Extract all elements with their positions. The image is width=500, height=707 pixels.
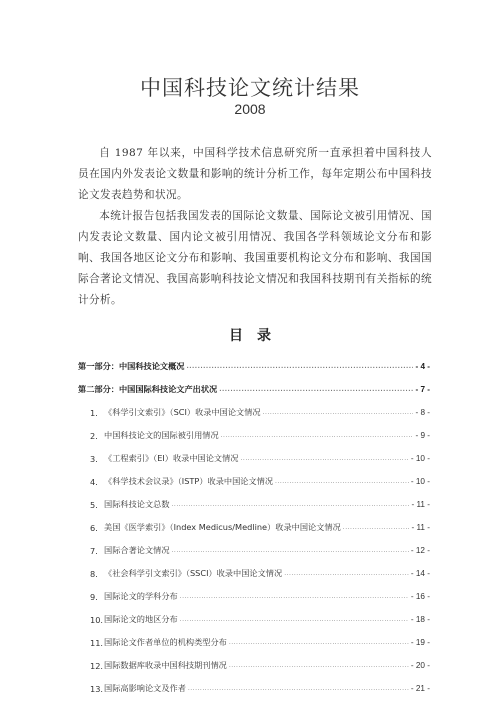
toc-entry-label: 国际数据库收录中国科技期刊情况 [104, 660, 227, 670]
toc-entry-row[interactable] [78, 585, 430, 608]
toc-page-number: - 4 - [415, 362, 430, 371]
toc-entry-number: 4. [90, 476, 98, 487]
toc-entry-label: 国际合著论文情况 [104, 545, 170, 555]
toc-part-label: 第二部分：中国国际科技论文产出状况 [78, 384, 218, 394]
toc-entry-row[interactable] [78, 401, 430, 424]
toc-entry-number: 13. [90, 683, 104, 694]
table-of-contents [78, 355, 430, 700]
toc-dot-leader [172, 501, 410, 508]
toc-part-label: 第一部分：中国科技论文概况 [78, 361, 185, 371]
toc-heading: 目 录 [229, 328, 271, 344]
toc-dot-leader [275, 478, 409, 485]
toc-entry-number: 1. [90, 407, 98, 418]
toc-page-number: - 16 - [410, 592, 430, 601]
toc-entry-row[interactable] [78, 654, 430, 677]
toc-entry-row[interactable] [78, 493, 430, 516]
toc-page-number: - 11 - [411, 500, 430, 509]
toc-entry-row[interactable] [78, 677, 430, 700]
toc-dot-leader [221, 432, 414, 439]
toc-entry-number: 9. [90, 591, 98, 602]
toc-entry-label: 中国科技论文的国际被引用情况 [104, 430, 219, 440]
toc-entry-label: 《科学技术会议录》（ISTP）收录中国论文情况 [104, 476, 274, 486]
toc-entry-number: 5. [90, 499, 98, 510]
toc-page-number: - 10 - [410, 454, 430, 463]
intro-paragraph: 本统计报告包括我国发表的国际论文数量、国际论文被引用情况、国内发表论文数量、国内论文被引用情况、我国各学科领域论文分布和影响、我国各地区论文分布和影响、我国重要机构论文分布和影响、我国国际合著论文情况、我国高影响科技论文情况和我国科技期刊有关指标的统计分析。 [78, 210, 432, 306]
toc-page-number: - 21 - [410, 684, 430, 693]
toc-dot-leader [219, 386, 413, 393]
intro-text [78, 143, 432, 311]
toc-entry-label: 国际科技论文总数 [104, 499, 170, 509]
toc-page-number: - 20 - [410, 661, 430, 670]
document-title: 中国科技论文统计结果 [140, 76, 360, 100]
toc-dot-leader [284, 570, 409, 577]
toc-dot-leader [229, 662, 409, 669]
toc-dot-leader [180, 593, 409, 600]
toc-dot-leader [172, 547, 409, 554]
toc-part-row[interactable] [78, 378, 430, 401]
toc-entry-label: 《工程索引》（EI）收录中国论文情况 [104, 453, 239, 463]
toc-entry-number: 6. [90, 522, 98, 533]
toc-page-number: - 9 - [415, 431, 430, 440]
toc-entry-number: 3. [90, 453, 98, 464]
toc-entry-row[interactable] [78, 539, 430, 562]
toc-entry-label: 美国《医学索引》（Index Medicus/Medline）收录中国论文情况 [104, 522, 341, 532]
document-year: 2008 [234, 101, 266, 117]
toc-page-number: - 8 - [415, 408, 430, 417]
toc-page-number: - 14 - [410, 569, 430, 578]
toc-entry-label: 国际论文的学科分布 [104, 591, 178, 601]
toc-entry-label: 国际论文作者单位的机构类型分布 [104, 637, 227, 647]
toc-entry-row[interactable] [78, 608, 430, 631]
toc-entry-row[interactable] [78, 516, 430, 539]
toc-entry-number: 2. [90, 430, 98, 441]
toc-dot-leader [241, 455, 409, 462]
toc-entry-number: 7. [90, 545, 98, 556]
toc-dot-leader [229, 639, 409, 646]
toc-page-number: - 7 - [415, 385, 430, 394]
toc-entry-row[interactable] [78, 562, 430, 585]
toc-entry-label: 《社会科学引文索引》（SSCI）收录中国论文情况 [104, 568, 283, 578]
toc-entry-row[interactable] [78, 470, 430, 493]
toc-entry-number: 11. [90, 637, 104, 648]
toc-dot-leader [186, 363, 413, 370]
toc-entry-number: 12. [90, 660, 104, 671]
toc-dot-leader [263, 409, 414, 416]
toc-entry-label: 《科学引文索引》（SCI）收录中国论文情况 [104, 407, 261, 417]
toc-entry-label: 国际论文的地区分布 [104, 614, 178, 624]
toc-dot-leader [343, 524, 410, 531]
toc-dot-leader [180, 616, 409, 623]
toc-page-number: - 18 - [410, 615, 430, 624]
toc-dot-leader [188, 685, 409, 692]
toc-page-number: - 11 - [411, 523, 430, 532]
toc-page-number: - 12 - [410, 546, 430, 555]
toc-entry-row[interactable] [78, 424, 430, 447]
toc-entry-number: 8. [90, 568, 98, 579]
toc-entry-row[interactable] [78, 631, 430, 654]
intro-paragraph: 自 1987 年以来，中国科学技术信息研究所一直承担着中国科技人员在国内外发表论文数量和影响的统计分析工作，每年定期公布中国科技论文发表趋势和状况。 [78, 147, 432, 201]
toc-entry-number: 10. [90, 614, 104, 625]
toc-entry-row[interactable] [78, 447, 430, 470]
toc-part-row[interactable] [78, 355, 430, 378]
toc-entry-label: 国际高影响论文及作者 [104, 683, 186, 693]
toc-page-number: - 19 - [410, 638, 430, 647]
toc-page-number: - 10 - [410, 477, 430, 486]
